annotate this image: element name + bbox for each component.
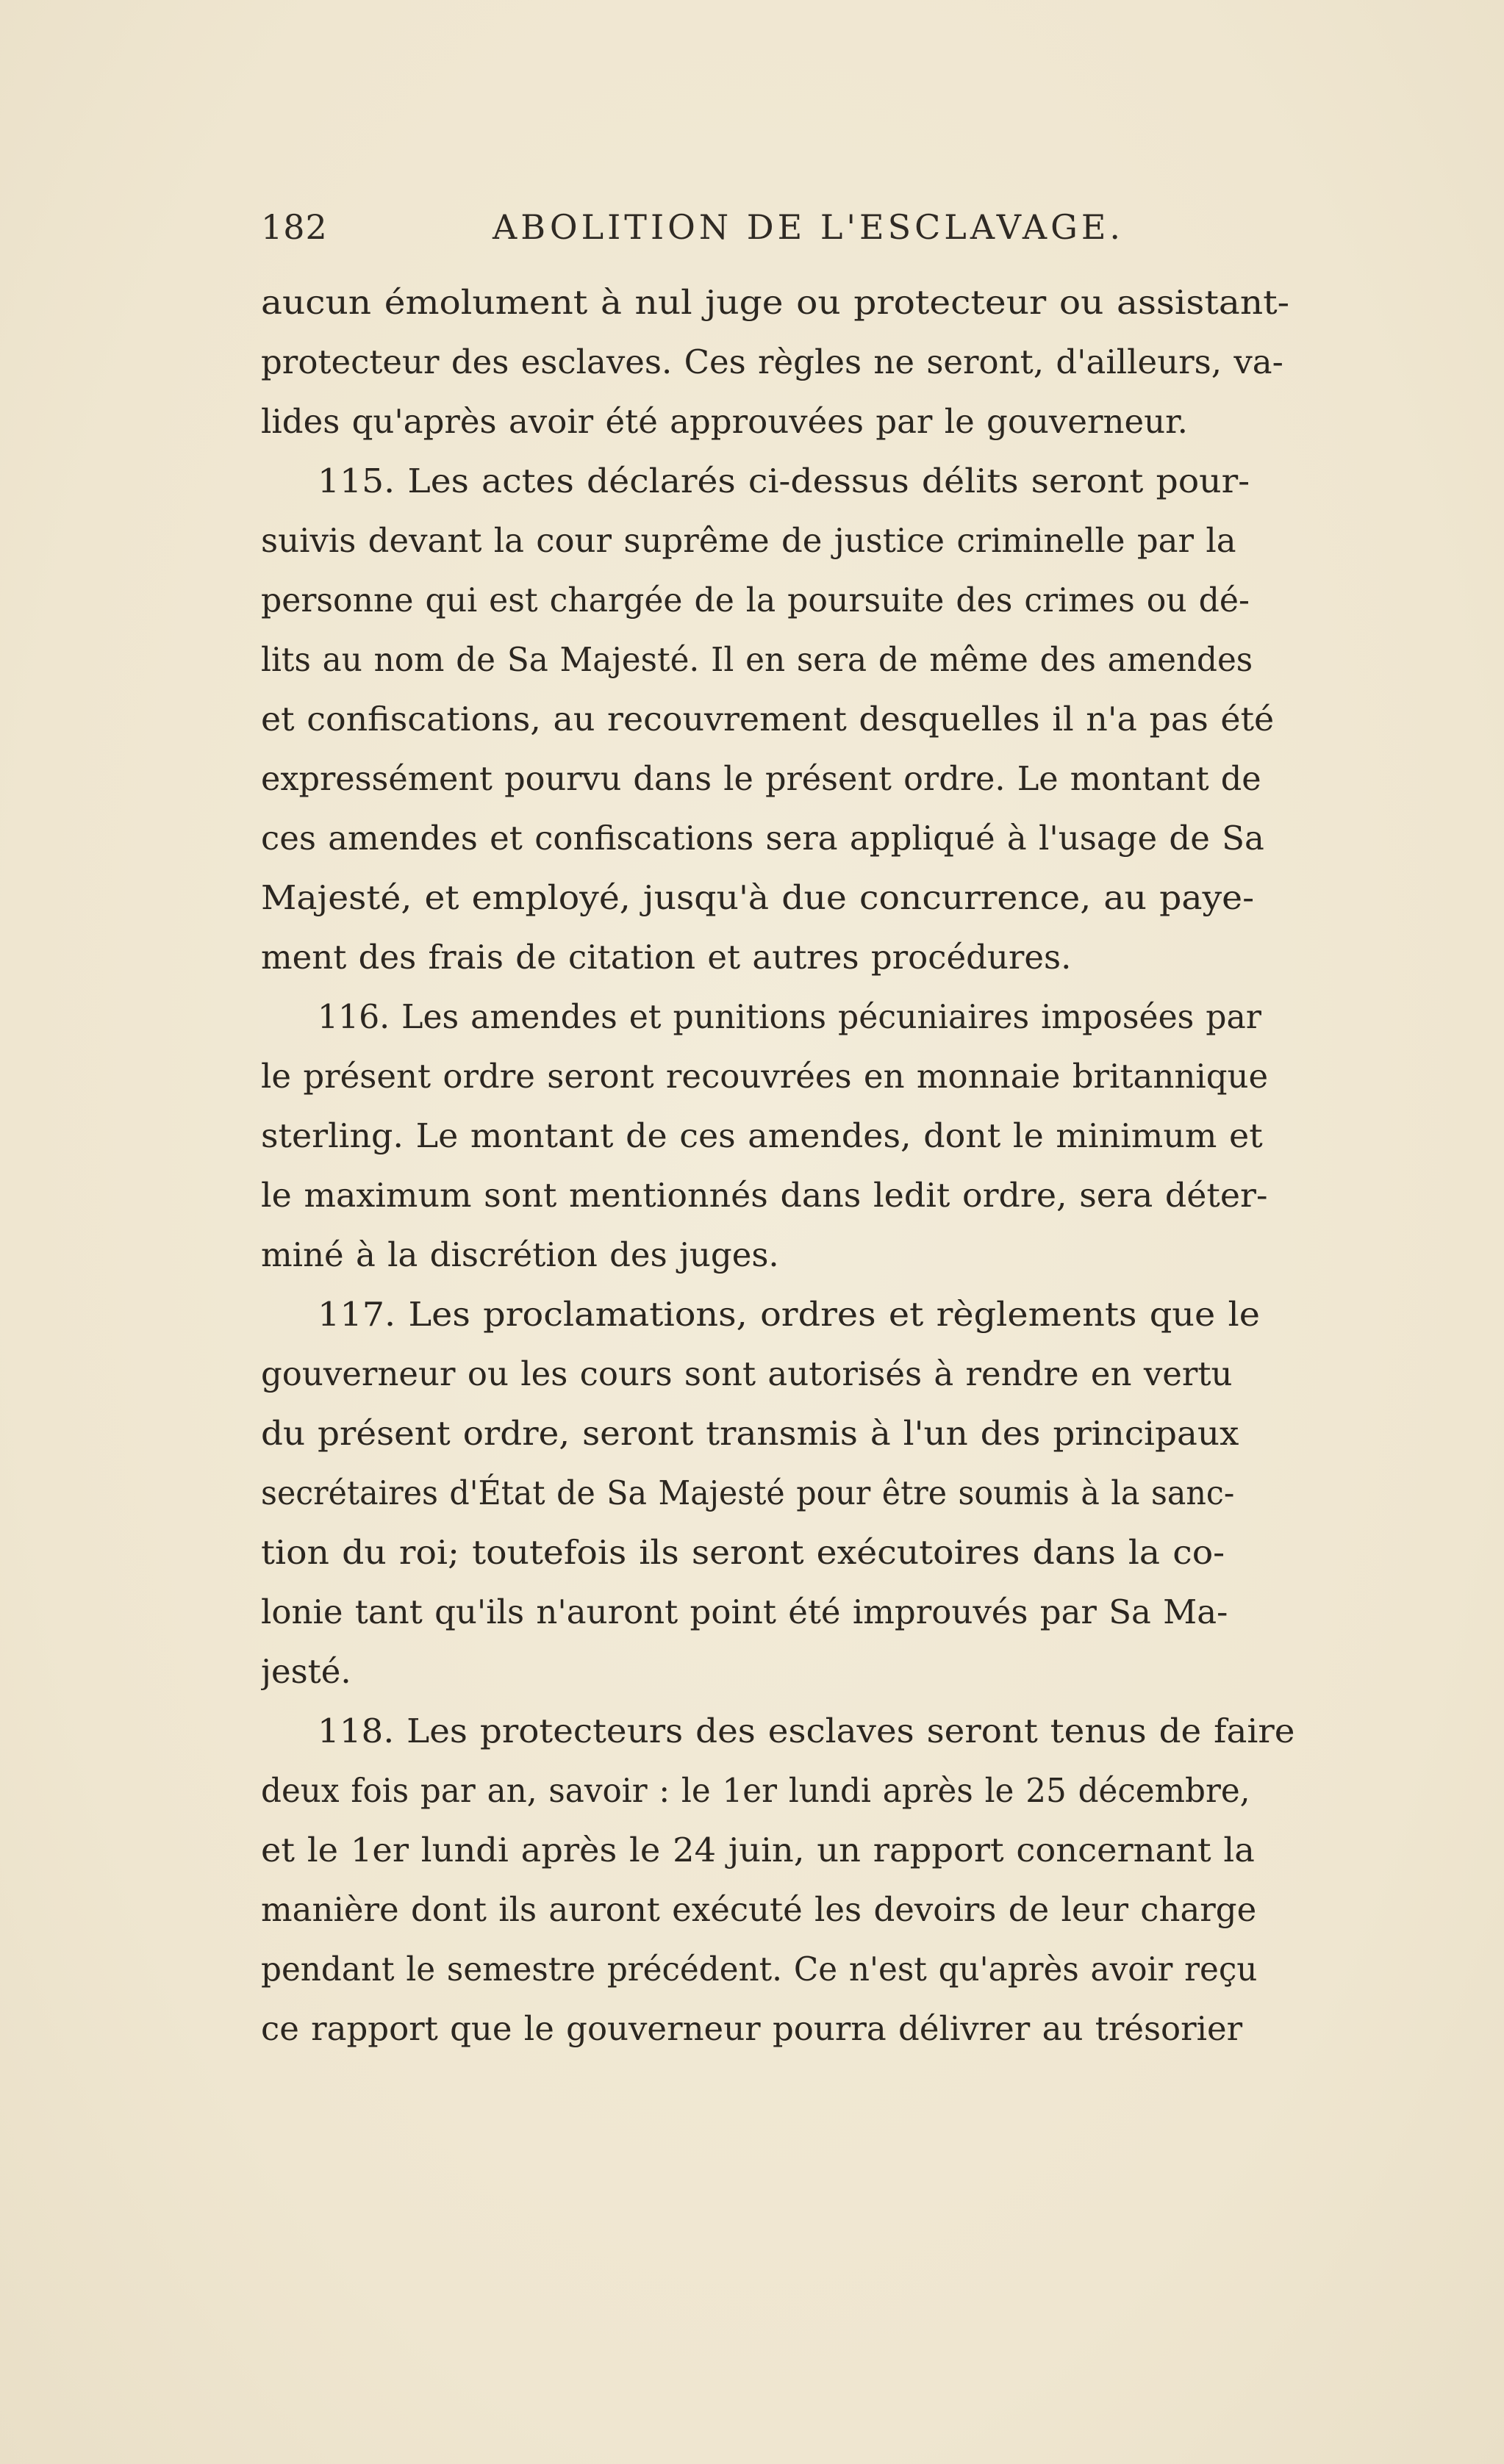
- line-text: gouverneur ou les cours sont autorisés à rendre en vertu: [261, 1354, 1233, 1393]
- line-text: le maximum sont mentionnés dans ledit ordre, sera déter-: [261, 1176, 1268, 1215]
- line-text: tion du roi; toutefois ils seront exécutoires dans la co-: [261, 1533, 1225, 1572]
- line-text: secrétaires d'État de Sa Majesté pour être soumis à la sanc-: [261, 1473, 1235, 1512]
- line-text: 118. Les protecteurs des esclaves seront tenus de faire: [318, 1711, 1295, 1750]
- line-text: jesté.: [261, 1652, 351, 1691]
- text-line: [261, 757, 1364, 816]
- line-text: ces amendes et confiscations sera appliqué à l'usage de Sa: [261, 819, 1264, 858]
- line-text: lonie tant qu'ils n'auront point été improuvés par Sa Ma-: [261, 1592, 1228, 1631]
- line-text: 115. Les actes déclarés ci-dessus délits seront pour-: [318, 461, 1250, 500]
- line-text: ce rapport que le gouverneur pourra délivrer au trésorier: [261, 2009, 1243, 2048]
- line-text: personne qui est chargée de la poursuite des crimes ou dé-: [261, 581, 1250, 619]
- text-line: [261, 1352, 1364, 1412]
- line-text: suivis devant la cour suprême de justice criminelle par la: [261, 521, 1236, 560]
- text-line: [261, 2007, 1364, 2066]
- line-text: et le 1er lundi après le 24 juin, un rapport concernant la: [261, 1831, 1255, 1869]
- page-header: [261, 207, 1143, 251]
- line-text: 116. Les amendes et punitions pécuniaires imposées par: [318, 997, 1261, 1036]
- line-text: du présent ordre, seront transmis à l'un des principaux: [261, 1414, 1239, 1453]
- text-line: [261, 1055, 1364, 1114]
- text-line: [261, 459, 1364, 519]
- text-line: [261, 995, 1364, 1055]
- text-line: [261, 1709, 1364, 1769]
- line-text: ment des frais de citation et autres procédures.: [261, 938, 1072, 977]
- text-line: [261, 1650, 1364, 1709]
- line-text: pendant le semestre précédent. Ce n'est qu'après avoir reçu: [261, 1950, 1258, 1989]
- text-line: [261, 1828, 1364, 1888]
- line-text: expressément pourvu dans le présent ordre. Le montant de: [261, 759, 1261, 798]
- text-line: [261, 816, 1364, 876]
- text-line: [261, 1293, 1364, 1352]
- text-line: [261, 1233, 1364, 1293]
- text-line: [261, 578, 1364, 638]
- text-line: [261, 638, 1364, 697]
- text-line: [261, 519, 1364, 578]
- line-text: lides qu'après avoir été approuvées par le gouverneur.: [261, 402, 1188, 441]
- line-text: manière dont ils auront exécuté les devoirs de leur charge: [261, 1890, 1257, 1929]
- text-line: [261, 340, 1364, 400]
- line-text: deux fois par an, savoir : le 1er lundi après le 25 décembre,: [261, 1771, 1250, 1810]
- text-line: [261, 1471, 1364, 1531]
- text-line: [261, 1174, 1364, 1233]
- line-text: miné à la discrétion des juges.: [261, 1235, 779, 1274]
- text-line: [261, 1590, 1364, 1650]
- text-line: [261, 400, 1364, 459]
- line-text: protecteur des esclaves. Ces règles ne seront, d'ailleurs, va-: [261, 342, 1283, 381]
- text-line: [261, 1531, 1364, 1590]
- text-line: [261, 1947, 1364, 2007]
- text-line: [261, 1888, 1364, 1947]
- running-title: ABOLITION DE L'ESCLAVAGE.: [493, 207, 1125, 247]
- page-number: 182: [261, 207, 328, 247]
- text-line: [261, 697, 1364, 757]
- text-line: [261, 1769, 1364, 1828]
- line-text: le présent ordre seront recouvrées en monnaie britannique: [261, 1057, 1269, 1096]
- text-line: [261, 876, 1364, 935]
- text-line: [261, 935, 1364, 995]
- line-text: aucun émolument à nul juge ou protecteur ou assistant-: [261, 283, 1290, 322]
- text-line: [261, 1412, 1364, 1471]
- text-line: [261, 281, 1364, 340]
- line-text: 117. Les proclamations, ordres et règlements que le: [318, 1295, 1261, 1334]
- text-line: [261, 1114, 1364, 1174]
- body-text: [261, 281, 1364, 2066]
- line-text: Majesté, et employé, jusqu'à due concurrence, au paye-: [261, 878, 1255, 917]
- line-text: et confiscations, au recouvrement desquelles il n'a pas été: [261, 700, 1275, 739]
- line-text: sterling. Le montant de ces amendes, dont le minimum et: [261, 1116, 1263, 1155]
- line-text: lits au nom de Sa Majesté. Il en sera de même des amendes: [261, 640, 1253, 679]
